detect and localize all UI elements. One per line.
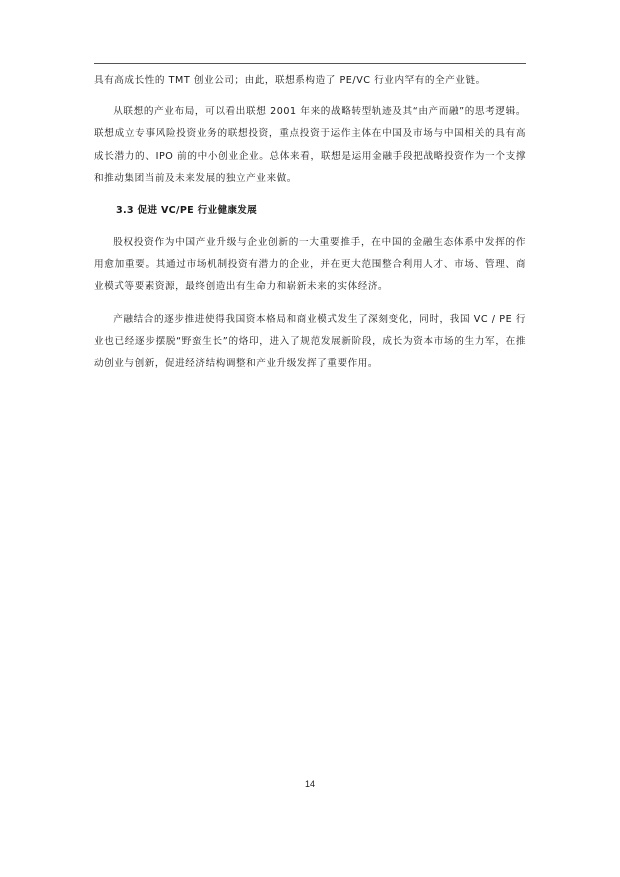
paragraph-industry-finance: 产融结合的逐步推进使得我国资本格局和商业模式发生了深刻变化，同时，我国 VC / PE 行业也已经逐步摆脱“野蛮生长”的烙印，进入了规范发展新阶段，成长为资本市场的生力军，在推动创业与创新，促进经济结构调整和产业升级发挥了重要作用。 [94,313,526,370]
body-content [94,70,526,385]
paragraph-continued: 具有高成长性的 TMT 创业公司；由此，联想系构造了 PE/VC 行业内罕有的全产业链。 [94,75,486,86]
page-number: 14 [304,779,315,789]
header-rule [94,63,526,64]
paragraph-equity-investment: 股权投资作为中国产业升级与企业创新的一大重要推手，在中国的金融生态体系中发挥的作用愈加重要。其通过市场机制投资有潜力的企业，并在更大范围整合利用人才、市场、管理、商业模式等要素资源，最终创造出有生命力和崭新未来的实体经济。 [94,237,526,293]
section-heading: 3.3 促进 VC/PE 行业健康发展 [116,205,258,217]
paragraph-lenovo-layout: 从联想的产业布局，可以看出联想 2001 年来的战略转型轨迹及其“由产而融”的思考逻辑。联想成立专事风险投资业务的联想投资，重点投资于运作主体在中国及市场与中国相关的具有高成长潜力的、IPO 前的中小创业企业。总体来看，联想是运用金融手段把战略投资作为一个支撑和推动集团当前及未来发展的独立产业来做。 [94,106,526,184]
